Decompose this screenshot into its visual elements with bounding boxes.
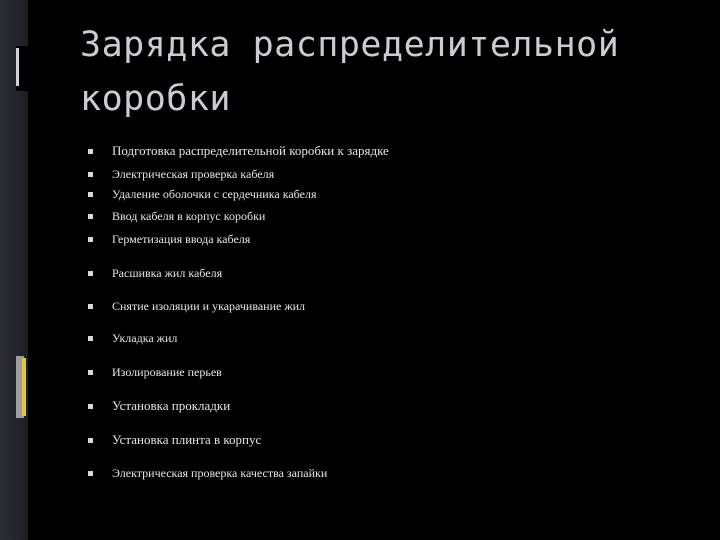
list-item-text: Укладка жил	[112, 330, 178, 345]
side-marker-white	[16, 48, 19, 86]
bullet-icon	[88, 237, 93, 242]
list-item-text: Изолирование перьев	[112, 364, 222, 379]
list-item-text: Установка прокладки	[112, 398, 231, 413]
bullet-icon	[88, 336, 93, 341]
list-item-text: Ввод кабеля в корпус коробки	[112, 208, 266, 223]
bullet-icon	[88, 192, 93, 197]
bullet-icon	[88, 271, 93, 276]
bullet-icon	[88, 304, 93, 309]
list-item	[88, 396, 230, 416]
slide	[28, 0, 720, 540]
list-item	[88, 229, 250, 249]
bullet-icon	[88, 214, 93, 219]
bullet-icon	[88, 471, 93, 476]
bullet-icon	[88, 438, 93, 443]
list-item	[88, 164, 274, 184]
list-item	[88, 296, 305, 316]
list-item	[88, 430, 261, 450]
slide-title: Зарядка распределительной коробки	[80, 25, 620, 119]
list-item	[88, 206, 265, 226]
bullet-icon	[88, 370, 93, 375]
list-item-text: Установка плинта в корпус	[112, 432, 262, 447]
bullet-icon	[88, 404, 93, 409]
list-item-text: Расшивка жил кабеля	[112, 265, 223, 280]
side-decoration-panel	[0, 0, 28, 540]
list-item	[88, 141, 389, 161]
list-item-text: Электрическая проверка качества запайки	[112, 465, 328, 480]
list-item	[88, 184, 316, 204]
bullet-icon	[88, 149, 93, 154]
list-item-text: Удаление оболочки с сердечника кабеля	[112, 186, 317, 201]
bullet-icon	[88, 172, 93, 177]
list-item	[88, 263, 222, 283]
list-item-text: Электрическая проверка кабеля	[112, 166, 275, 181]
list-item	[88, 463, 327, 483]
list-item-text: Снятие изоляции и укарачивание жил	[112, 298, 306, 313]
side-marker-yellow	[22, 358, 26, 416]
list-item	[88, 328, 177, 348]
list-item	[88, 362, 222, 382]
list-item-text: Подготовка распределительной коробки к зарядке	[112, 143, 389, 158]
list-item-text: Герметизация ввода кабеля	[112, 231, 251, 246]
